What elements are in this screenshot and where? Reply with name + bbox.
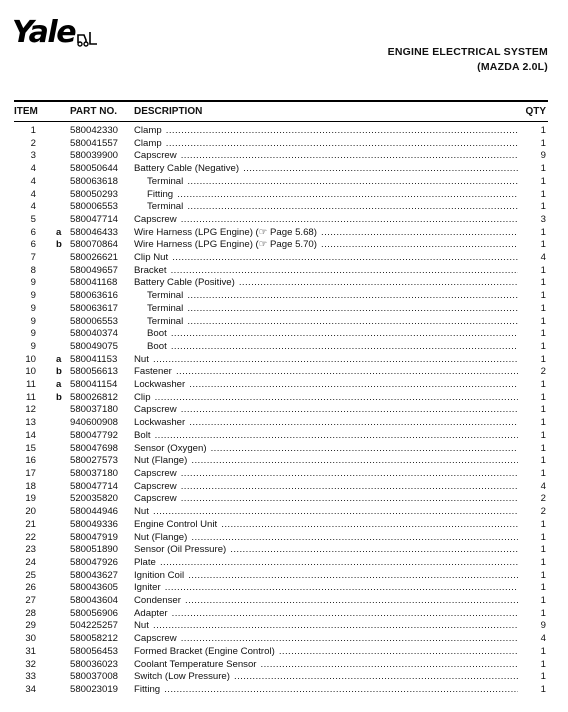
quantity: 9	[540, 620, 546, 632]
description-text: Fastener	[134, 366, 172, 378]
description-text: Adapter	[134, 607, 168, 619]
table-row	[0, 595, 568, 608]
description-text: Lockwasher	[134, 417, 186, 429]
description-cell	[147, 341, 518, 354]
description-text: Nut	[134, 353, 149, 365]
description-cell	[134, 239, 518, 252]
description-cell	[134, 125, 518, 138]
description-cell	[134, 646, 518, 659]
description-text: Clip Nut	[134, 252, 169, 264]
description-cell	[134, 608, 518, 621]
description-cell	[147, 201, 518, 214]
description-text: Bracket	[134, 264, 167, 276]
quantity: 2	[540, 506, 546, 518]
part-number: 580070864	[70, 239, 119, 251]
table-row	[0, 430, 568, 443]
col-item-header: ITEM	[14, 106, 38, 117]
description-cell	[134, 277, 518, 290]
col-part-header: PART NO.	[70, 106, 118, 117]
quantity: 2	[540, 366, 546, 378]
description-cell	[134, 443, 518, 456]
item-number: 27	[25, 595, 36, 607]
part-number: 580050293	[70, 188, 119, 200]
description-text: Ignition Coil	[134, 569, 185, 581]
item-number: 31	[25, 645, 36, 657]
quantity: 1	[540, 467, 546, 479]
parts-table	[0, 125, 568, 697]
variant-letter: b	[56, 239, 62, 251]
quantity: 1	[540, 239, 546, 251]
description-cell	[147, 189, 518, 202]
quantity: 1	[540, 175, 546, 187]
variant-letter: a	[56, 226, 62, 238]
variant-letter: b	[56, 391, 62, 403]
table-row	[0, 201, 568, 214]
part-number: 580050644	[70, 163, 119, 175]
quantity: 1	[540, 556, 546, 568]
description-text: Boot	[147, 328, 167, 340]
item-number: 20	[25, 506, 36, 518]
part-number: 580056613	[70, 366, 119, 378]
table-row	[0, 633, 568, 646]
description-cell	[134, 252, 518, 265]
part-number: 580047698	[70, 442, 119, 454]
table-row	[0, 252, 568, 265]
item-number: 12	[25, 404, 36, 416]
description-cell	[134, 633, 518, 646]
table-row	[0, 417, 568, 430]
description-cell	[134, 544, 518, 557]
quantity: 1	[540, 340, 546, 352]
description-cell	[134, 455, 518, 468]
item-number: 11	[26, 391, 36, 403]
description-text: Nut	[134, 506, 149, 518]
item-number: 5	[30, 213, 36, 225]
description-cell	[134, 481, 518, 494]
quantity: 4	[540, 633, 546, 645]
description-cell	[134, 506, 518, 519]
description-text: Capscrew	[134, 150, 177, 162]
description-text: Switch (Low Pressure)	[134, 671, 230, 683]
table-row	[0, 493, 568, 506]
table-row	[0, 443, 568, 456]
description-text: Nut	[134, 620, 149, 632]
part-number: 520035820	[70, 493, 119, 505]
part-number: 580043605	[70, 582, 119, 594]
part-number: 580040374	[70, 328, 119, 340]
table-row	[0, 227, 568, 240]
quantity: 1	[540, 315, 546, 327]
description-text: Nut (Flange)	[134, 531, 188, 543]
quantity: 1	[540, 379, 546, 391]
item-number: 6	[30, 239, 36, 251]
description-text: Capscrew	[134, 467, 177, 479]
description-text: Formed Bracket (Engine Control)	[134, 645, 275, 657]
description-text: Plate	[134, 556, 156, 568]
table-row	[0, 214, 568, 227]
quantity: 1	[540, 201, 546, 213]
table-row	[0, 659, 568, 672]
quantity: 1	[540, 290, 546, 302]
quantity: 1	[540, 429, 546, 441]
part-number: 580049075	[70, 340, 119, 352]
quantity: 1	[540, 404, 546, 416]
part-number: 580063617	[70, 302, 119, 314]
item-number: 8	[30, 264, 36, 276]
table-row	[0, 557, 568, 570]
table-header	[0, 106, 568, 120]
quantity: 1	[540, 302, 546, 314]
description-text: Terminal	[147, 315, 184, 327]
description-text: Capscrew	[134, 493, 177, 505]
quantity: 1	[540, 531, 546, 543]
description-text: Fitting	[147, 188, 174, 200]
quantity: 1	[540, 353, 546, 365]
description-cell	[134, 417, 518, 430]
quantity: 1	[540, 277, 546, 289]
item-number: 9	[30, 328, 36, 340]
description-cell	[134, 582, 518, 595]
description-text: Capscrew	[134, 480, 177, 492]
quantity: 1	[540, 544, 546, 556]
part-number: 580063618	[70, 175, 119, 187]
quantity: 1	[540, 683, 546, 695]
table-row	[0, 150, 568, 163]
quantity: 1	[540, 442, 546, 454]
table-row	[0, 316, 568, 329]
quantity: 1	[540, 137, 546, 149]
part-number: 580006553	[70, 315, 119, 327]
description-cell	[134, 138, 518, 151]
part-number: 580023019	[70, 683, 119, 695]
item-number: 10	[25, 353, 36, 365]
quantity: 4	[540, 252, 546, 264]
description-text: Clamp	[134, 137, 162, 149]
quantity: 1	[540, 264, 546, 276]
part-number: 580036023	[70, 658, 119, 670]
quantity: 1	[540, 417, 546, 429]
item-number: 4	[30, 163, 36, 175]
part-number: 580047792	[70, 429, 119, 441]
description-cell	[134, 265, 518, 278]
description-cell	[147, 290, 518, 303]
item-number: 9	[30, 315, 36, 327]
part-number: 940600908	[70, 417, 119, 429]
variant-letter: a	[56, 379, 62, 391]
table-row	[0, 481, 568, 494]
part-number: 580056906	[70, 607, 119, 619]
table-row	[0, 239, 568, 252]
description-cell	[134, 570, 518, 583]
description-text: Condenser	[134, 595, 181, 607]
table-row	[0, 506, 568, 519]
part-number: 580042330	[70, 125, 119, 136]
part-number: 580056453	[70, 645, 119, 657]
part-number: 580037180	[70, 467, 119, 479]
part-number: 504225257	[70, 620, 119, 632]
description-text: Wire Harness (LPG Engine) (☞ Page 5.68)	[134, 226, 317, 238]
yale-logo	[12, 15, 98, 55]
part-number: 580051890	[70, 544, 119, 556]
description-cell	[134, 354, 518, 367]
item-number: 33	[25, 671, 36, 683]
item-number: 29	[25, 620, 36, 632]
description-cell	[147, 303, 518, 316]
description-text: Terminal	[147, 175, 184, 187]
table-row	[0, 163, 568, 176]
description-text: Boot	[147, 340, 167, 352]
description-text: Capscrew	[134, 404, 177, 416]
description-cell	[134, 620, 518, 633]
table-row	[0, 392, 568, 405]
description-cell	[134, 671, 518, 684]
table-row	[0, 341, 568, 354]
description-text: Engine Control Unit	[134, 518, 218, 530]
description-text: Coolant Temperature Sensor	[134, 658, 257, 670]
description-text: Igniter	[134, 582, 161, 594]
section-title	[388, 45, 548, 75]
table-row	[0, 290, 568, 303]
table-row	[0, 379, 568, 392]
part-number: 580041168	[70, 277, 118, 289]
part-number: 580063616	[70, 290, 119, 302]
item-number: 21	[25, 518, 36, 530]
variant-letter: a	[56, 353, 62, 365]
table-row	[0, 532, 568, 545]
part-number: 580041557	[70, 137, 119, 149]
item-number: 1	[30, 125, 36, 136]
description-cell	[134, 379, 518, 392]
description-cell	[134, 392, 518, 405]
table-row	[0, 468, 568, 481]
table-row	[0, 544, 568, 557]
item-number: 26	[25, 582, 36, 594]
quantity: 2	[540, 493, 546, 505]
part-number: 580026621	[70, 252, 119, 264]
item-number: 34	[25, 683, 36, 695]
description-text: Capscrew	[134, 213, 177, 225]
description-text: Wire Harness (LPG Engine) (☞ Page 5.70)	[134, 239, 317, 251]
title-line-1: ENGINE ELECTRICAL SYSTEM	[387, 46, 548, 58]
part-number: 580043604	[70, 595, 119, 607]
part-number: 580047926	[70, 556, 119, 568]
part-number: 580058212	[70, 633, 119, 645]
quantity: 1	[540, 569, 546, 581]
part-number: 580006553	[70, 201, 119, 213]
description-text: Nut (Flange)	[134, 455, 188, 467]
description-cell	[134, 684, 518, 697]
item-number: 17	[25, 467, 36, 479]
quantity: 9	[540, 150, 546, 162]
quantity: 1	[540, 595, 546, 607]
part-number: 580041154	[70, 379, 118, 391]
quantity: 1	[540, 125, 546, 136]
item-number: 14	[25, 429, 36, 441]
description-cell	[147, 328, 518, 341]
item-number: 2	[30, 137, 36, 149]
item-number: 3	[30, 150, 36, 162]
part-number: 580037180	[70, 404, 119, 416]
table-row	[0, 455, 568, 468]
table-row	[0, 277, 568, 290]
quantity: 1	[540, 658, 546, 670]
description-cell	[134, 404, 518, 417]
description-cell	[134, 163, 518, 176]
part-number: 580047919	[70, 531, 119, 543]
part-number: 580043627	[70, 569, 119, 581]
item-number: 15	[25, 442, 36, 454]
item-number: 32	[25, 658, 36, 670]
table-row	[0, 366, 568, 379]
table-row	[0, 646, 568, 659]
description-cell	[134, 519, 518, 532]
quantity: 1	[540, 518, 546, 530]
description-cell	[147, 176, 518, 189]
description-text: Terminal	[147, 302, 184, 314]
table-row	[0, 328, 568, 341]
description-text: Lockwasher	[134, 379, 186, 391]
description-text: Sensor (Oil Pressure)	[134, 544, 227, 556]
quantity: 1	[540, 582, 546, 594]
part-number: 580039900	[70, 150, 119, 162]
table-row	[0, 620, 568, 633]
description-text: Clamp	[134, 125, 162, 136]
forklift-icon	[76, 31, 98, 47]
item-number: 9	[30, 290, 36, 302]
table-row	[0, 303, 568, 316]
item-number: 7	[30, 252, 36, 264]
item-number: 13	[25, 417, 36, 429]
quantity: 1	[540, 328, 546, 340]
description-cell	[147, 316, 518, 329]
table-row	[0, 671, 568, 684]
col-description-header: DESCRIPTION	[134, 106, 203, 117]
description-cell	[134, 430, 518, 443]
quantity: 1	[540, 391, 546, 403]
part-number: 580049657	[70, 264, 119, 276]
top-rule	[14, 100, 548, 102]
variant-letter: b	[56, 366, 62, 378]
item-number: 9	[30, 302, 36, 314]
description-cell	[134, 468, 518, 481]
description-text: Terminal	[147, 201, 184, 213]
item-number: 30	[25, 633, 36, 645]
part-number: 580047714	[70, 480, 119, 492]
table-row	[0, 176, 568, 189]
table-row	[0, 519, 568, 532]
item-number: 4	[30, 201, 36, 213]
part-number: 580027573	[70, 455, 119, 467]
item-number: 9	[30, 340, 36, 352]
header-rule	[14, 121, 548, 122]
table-row	[0, 125, 568, 138]
item-number: 22	[25, 531, 36, 543]
item-number: 19	[25, 493, 36, 505]
quantity: 1	[540, 671, 546, 683]
quantity: 1	[540, 188, 546, 200]
description-cell	[134, 595, 518, 608]
item-number: 9	[30, 277, 36, 289]
quantity: 1	[540, 226, 546, 238]
item-number: 25	[25, 569, 36, 581]
description-cell	[134, 532, 518, 545]
table-row	[0, 582, 568, 595]
item-number: 18	[25, 480, 36, 492]
description-text: Terminal	[147, 290, 184, 302]
item-number: 23	[25, 544, 36, 556]
description-text: Bolt	[134, 429, 151, 441]
description-cell	[134, 557, 518, 570]
item-number: 16	[25, 455, 36, 467]
description-cell	[134, 150, 518, 163]
part-number: 580047714	[70, 213, 119, 225]
description-text: Battery Cable (Positive)	[134, 277, 235, 289]
description-text: Fitting	[134, 683, 161, 695]
part-number: 580044946	[70, 506, 119, 518]
item-number: 6	[30, 226, 36, 238]
description-text: Sensor (Oxygen)	[134, 442, 207, 454]
quantity: 1	[540, 607, 546, 619]
table-row	[0, 265, 568, 278]
description-cell	[134, 366, 518, 379]
item-number: 4	[30, 188, 36, 200]
table-row	[0, 354, 568, 367]
table-row	[0, 138, 568, 151]
item-number: 11	[26, 379, 36, 391]
description-text: Capscrew	[134, 633, 177, 645]
description-cell	[134, 659, 518, 672]
quantity: 4	[540, 480, 546, 492]
table-row	[0, 608, 568, 621]
part-number: 580046433	[70, 226, 119, 238]
table-row	[0, 189, 568, 202]
col-qty-header: QTY	[525, 106, 546, 117]
description-cell	[134, 493, 518, 506]
title-line-2: (MAZDA 2.0L)	[477, 61, 548, 73]
description-cell	[134, 214, 518, 227]
part-number: 580049336	[70, 518, 119, 530]
item-number: 24	[25, 556, 36, 568]
part-number: 580026812	[70, 391, 119, 403]
table-row	[0, 404, 568, 417]
quantity: 1	[540, 455, 546, 467]
description-text: Battery Cable (Negative)	[134, 163, 240, 175]
quantity: 1	[540, 645, 546, 657]
brand-name: Yale	[12, 15, 76, 50]
part-number: 580037008	[70, 671, 119, 683]
table-row	[0, 684, 568, 697]
quantity: 3	[540, 213, 546, 225]
item-number: 28	[25, 607, 36, 619]
description-cell	[134, 227, 518, 240]
item-number: 10	[25, 366, 36, 378]
description-text: Clip	[134, 391, 151, 403]
item-number: 4	[30, 175, 36, 187]
quantity: 1	[540, 163, 546, 175]
table-row	[0, 570, 568, 583]
part-number: 580041153	[70, 353, 118, 365]
